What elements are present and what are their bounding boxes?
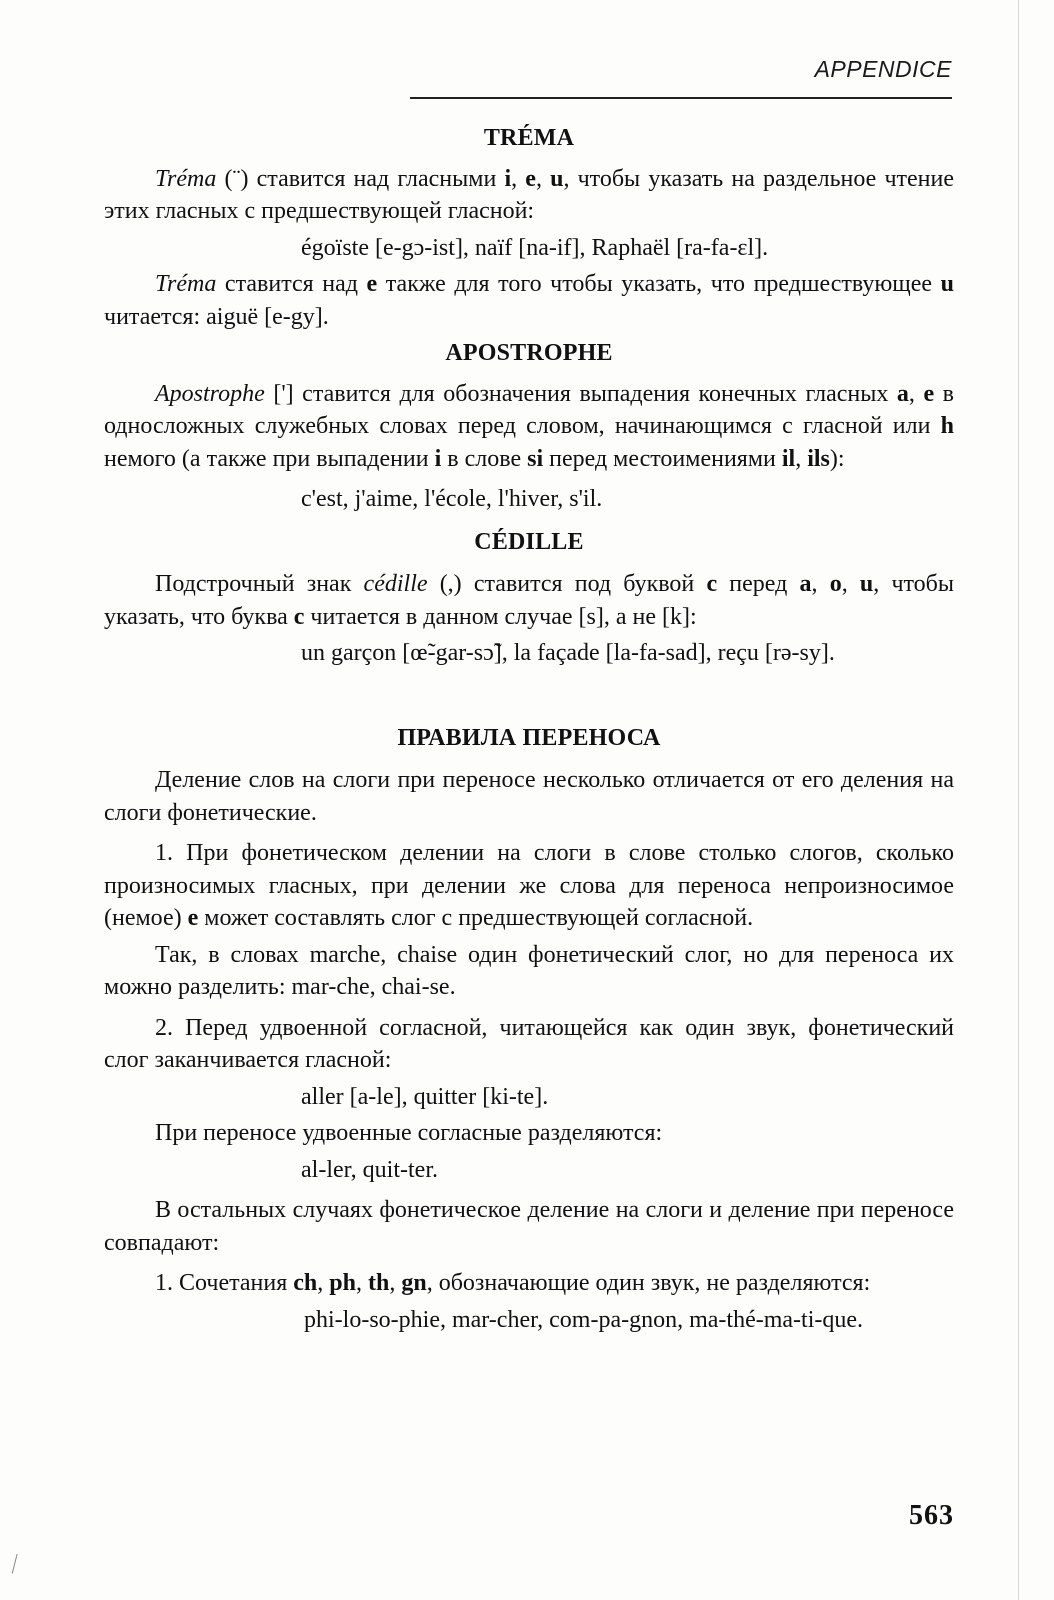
hyphenation-paragraph-3: Так, в словах marche, chaise один фонетический слог, но для переноса их можно разделить: mar-che, chai-se.	[104, 941, 954, 1000]
hyphenation-paragraph-6: В остальных случаях фонетическое деление на слоги и деление при переносе совпадают:	[104, 1197, 954, 1256]
section-heading-cedille: CÉDILLE	[474, 528, 584, 555]
section-heading-hyphenation: ПРАВИЛА ПЕРЕНОСА	[397, 724, 661, 751]
page-body	[104, 122, 954, 1336]
hyphenation-paragraph-5: При переносе удвоенные согласные разделяются:	[155, 1120, 663, 1146]
section-heading-apostrophe: APOSTROPHE	[445, 340, 613, 366]
cedille-paragraph: Подстрочный знак cédille (,) ставится под буквой c перед a, o, u, чтобы указать, что буква c читается в данном случае [s], а не [k]:	[104, 571, 955, 630]
hyphenation-example-2: al-ler, quit-ter.	[301, 1156, 438, 1183]
hyphenation-list-item-1: 1. Сочетания ch, ph, th, gn, обозначающие один звук, не разделяются:	[155, 1270, 871, 1296]
hyphenation-paragraph-1: Деление слов на слоги при переносе несколько отличается от его деления на слоги фонетические.	[104, 767, 954, 826]
hyphenation-rule-2: 2. Перед удвоенной согласной, читающейся как один звук, фонетический слог заканчивается гласной:	[104, 1014, 954, 1073]
hyphenation-example-1: aller [a-le], quitter [ki-te].	[301, 1083, 549, 1110]
apostrophe-example: c'est, j'aime, l'école, l'hiver, s'il.	[301, 486, 603, 512]
header-rule	[410, 97, 952, 99]
trema-paragraph-2: Tréma ставится над e также для того чтобы указать, что предшествующее u читается: aiguë [e-gy].	[104, 271, 954, 330]
scan-mark	[12, 1554, 28, 1576]
running-head: APPENDICE	[814, 56, 952, 82]
apostrophe-paragraph: Apostrophe ['] ставится для обозначения выпадения конечных гласных a, e в односложных служебных словах перед словом, начинающимся с гласной или h немого (а также при выпадении i в слове si перед местоимениями il, ils):	[104, 380, 954, 472]
trema-example: égoïste [e-gɔ-ist], naïf [na-if], Raphaël [ra-fa-ɛl].	[301, 234, 769, 261]
hyphenation-example-3: phi-lo-so-phie, mar-cher, com-pa-gnon, ma-thé-ma-ti-que.	[304, 1306, 864, 1333]
page-number: 563	[909, 1500, 954, 1531]
section-heading-trema: TRÉMA	[483, 125, 575, 151]
cedille-example: un garçon [œ̃-gar-sɔ̃], la façade [la-fa-sad], reçu [rə-sy].	[301, 640, 835, 666]
trema-paragraph-1: Tréma (¨) ставится над гласными i, e, u, чтобы указать на раздельное чтение этих гласных с предшествующей гласной:	[104, 165, 955, 224]
scan-edge-line	[1018, 0, 1019, 1600]
hyphenation-rule-1: 1. При фонетическом делении на слоги в слове столько слогов, сколько произносимых гласных, при делении же слова для переноса непроизносимое (немое) e может составлять слог с предшествующей согласной.	[104, 840, 954, 931]
